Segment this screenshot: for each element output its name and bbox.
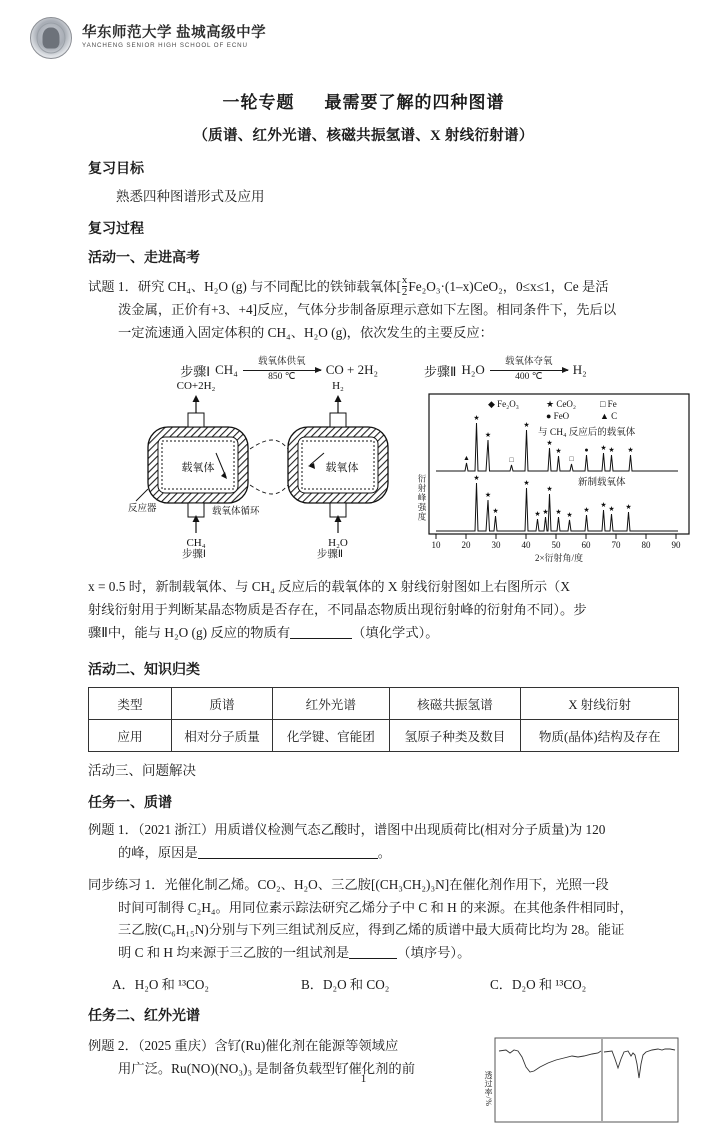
xrd-chart-figure <box>416 393 690 564</box>
svg-text:★: ★ <box>600 501 607 510</box>
reactor-label: 反应器 <box>128 504 157 515</box>
equation-1-above-arrow: 载氧体供氧 <box>257 356 306 367</box>
followup-line-1: x = 0.5 时，新制载氧体、与 CH₄ 反应后的载氧体的 X 射线衍射图如上右图所示（X <box>88 579 570 595</box>
exercise-1-choices <box>88 974 679 993</box>
svg-text:★: ★ <box>546 485 553 494</box>
svg-text:★: ★ <box>542 508 549 517</box>
choice-c[interactable]: C．D₂O 和 ¹³CO₂ <box>490 977 587 993</box>
reactor-left-bottom-label: CH₄ <box>186 537 206 550</box>
school-crest-icon <box>30 17 72 59</box>
svg-text:90: 90 <box>671 540 681 551</box>
svg-text:40: 40 <box>521 540 531 551</box>
svg-text:□: □ <box>509 456 514 465</box>
exercise-1-line-1: 同步练习 1．光催化制乙烯。CO₂、H₂O、三乙胺[(CH₃CH₂)₃N]在催化剂作用下，光照一段 <box>88 876 609 892</box>
exercise-1-text <box>88 874 679 965</box>
xrd-y-axis-label: 衍射峰强度 <box>417 474 427 522</box>
table-cell-4: 物质(晶体)结构及存在 <box>521 720 679 752</box>
followup-line-3-b: （填化学式）。 <box>352 625 439 641</box>
svg-text:★: ★ <box>473 474 480 483</box>
example-2-line-2: 用广泛。Ru(NO)(NO₃)₃ 是制备负载型钌催化剂的前 <box>118 1061 415 1077</box>
table-header-0: 类型 <box>89 688 172 720</box>
choice-a[interactable]: A．H₂O 和 ¹³CO₂ <box>112 977 209 993</box>
reactor-left-step-label: 步骤Ⅰ <box>181 549 207 561</box>
reactor-schematic-figure <box>128 380 408 561</box>
equation-2-product: H₂ <box>572 362 587 378</box>
heading-review-process: 复习过程 <box>88 222 144 237</box>
svg-text:20: 20 <box>461 540 471 551</box>
table-cell-3: 氢原子种类及数目 <box>389 720 521 752</box>
reactor-right-top-label: H₂ <box>332 380 344 393</box>
reactor-left-inner-label: 载氧体 <box>181 462 215 475</box>
svg-text:★: ★ <box>534 510 541 519</box>
page-subtitle: （质谱、红外光谱、核磁共振氢谱、X 射线衍射谱） <box>193 128 534 144</box>
answer-blank-3[interactable] <box>349 958 397 959</box>
table-cell-1: 相对分子质量 <box>172 720 273 752</box>
svg-text:● FeO: ● FeO <box>546 411 570 422</box>
equation-step-1 <box>180 357 378 384</box>
heading-activity-1: 活动一、走进高考 <box>88 251 200 266</box>
example-1-line-1: 例题 1．（2021 浙江）用质谱仪检测气态乙酸时，谱图中出现质荷比(相对分子质量)为 120 <box>88 822 606 837</box>
example-1-text <box>88 819 679 865</box>
exercise-1-line-4-a: 明 C 和 H 均来源于三乙胺的一组试剂是 <box>118 945 350 961</box>
school-header <box>0 0 727 62</box>
svg-text:★: ★ <box>608 446 615 455</box>
page-title <box>0 88 727 113</box>
question-1-followup <box>88 576 679 645</box>
page-number: 1 <box>360 1073 367 1085</box>
svg-text:30: 30 <box>491 540 501 551</box>
svg-text:10: 10 <box>431 540 441 551</box>
svg-text:80: 80 <box>641 540 651 551</box>
svg-text:70: 70 <box>611 540 621 551</box>
school-name-en: YANCHENG SENIOR HIGH SCHOOL OF ECNU <box>82 42 248 50</box>
exercise-1-line-4 <box>88 942 679 965</box>
reactor-right-step-label: 步骤Ⅱ <box>316 549 344 561</box>
equation-1-product: CO + 2H₂ <box>325 362 379 378</box>
heading-activity-2: 活动二、知识归类 <box>88 663 200 678</box>
svg-text:★: ★ <box>473 414 480 423</box>
oxygen-carrier-cycle-label: 载氧体循环 <box>212 507 260 518</box>
svg-text:60: 60 <box>581 540 591 551</box>
equation-1-step-label: 步骤Ⅰ <box>180 363 211 379</box>
equation-2-arrow <box>490 357 568 384</box>
knowledge-table <box>88 687 679 752</box>
reactor-schematic-svg <box>128 380 408 550</box>
svg-text:★: ★ <box>523 479 530 488</box>
heading-task-2: 任务二、红外光谱 <box>88 1009 200 1025</box>
svg-text:50: 50 <box>551 540 561 551</box>
svg-text:★: ★ <box>625 503 632 512</box>
equation-2-below-arrow: 400 ℃ <box>515 371 543 382</box>
xrd-x-tick-labels <box>432 540 682 550</box>
table-cell-0: 应用 <box>89 720 172 752</box>
ir-y-axis-label: 透过率/% <box>484 1071 493 1107</box>
table-header-2: 红外光谱 <box>273 688 389 720</box>
example-2-line-1: 例题 2．（2025 重庆）含钌(Ru)催化剂在能源等领域应 <box>88 1038 399 1054</box>
arrow-line-icon <box>490 370 568 371</box>
choice-b[interactable]: B．D₂O 和 CO₂ <box>301 977 390 993</box>
svg-text:★: ★ <box>583 506 590 515</box>
school-name-block <box>82 26 266 50</box>
xrd-x-axis-label: 2×衍射角/度 <box>534 553 584 564</box>
svg-text:★: ★ <box>608 505 615 514</box>
reaction-equations <box>88 357 679 384</box>
question-1-line-1: 试题 1．研究 CH₄、H₂O (g) 与不同配比的铁铈载氧体[ <box>88 279 401 295</box>
reactor-right-bottom-label: H₂O <box>328 537 348 550</box>
followup-line-3-a: 骤Ⅱ中，能与 H₂O (g) 反应的物质有 <box>88 625 291 641</box>
heading-review-goal: 复习目标 <box>88 162 144 177</box>
table-row-headers <box>89 688 679 720</box>
xrd-series-1-label: 与 CH₄ 反应后的载氧体 <box>538 428 636 439</box>
fraction-x-over-2: $\frac{x}{2}$ <box>401 274 408 298</box>
example-1-line-2-a: 的峰，原因是 <box>118 844 198 860</box>
answer-blank-1[interactable] <box>290 638 352 639</box>
svg-text:◆ Fe₂O₃: ◆ Fe₂O₃ <box>488 399 519 410</box>
svg-text:★: ★ <box>523 421 530 430</box>
title-left: 一轮专题 <box>222 93 295 112</box>
example-1-line-2 <box>88 842 679 865</box>
table-header-3: 核磁共振氢谱 <box>389 688 521 720</box>
equation-1-below-arrow: 850 ℃ <box>268 371 296 382</box>
school-name-cn: 华东师范大学 盐城高级中学 <box>82 25 267 42</box>
svg-text:★: ★ <box>555 508 562 517</box>
svg-text:★: ★ <box>546 439 553 448</box>
reactor-left-top-label: CO+2H₂ <box>176 380 216 393</box>
equation-2-above-arrow: 载氧体夺氧 <box>505 356 553 367</box>
xrd-plot-svg <box>428 393 690 551</box>
question-1-after-fraction: Fe₂O₃·(1–x)CeO₂，0≤x≤1，Ce 是活 <box>408 279 609 295</box>
table-header-4: X 射线衍射 <box>521 688 679 720</box>
svg-text:★: ★ <box>566 511 573 520</box>
svg-text:●: ● <box>584 446 589 455</box>
xrd-series-2-label: 新制载氧体 <box>578 478 626 489</box>
svg-text:▲ C: ▲ C <box>600 411 618 422</box>
exercise-1-line-4-b: （填序号）。 <box>397 945 471 961</box>
question-1-text <box>88 275 679 345</box>
svg-text:★ CeO₂: ★ CeO₂ <box>546 399 576 410</box>
reactor-right-inner-label: 载氧体 <box>325 462 359 475</box>
equation-step-2 <box>424 357 587 384</box>
svg-text:★: ★ <box>555 447 562 456</box>
exercise-1-line-2: 时间可制得 C₂H₄。用同位素示踪法研究乙烯分子中 C 和 H 的来源。在其他条件相同时， <box>118 899 633 915</box>
title-right: 最需要了解的四种图谱 <box>324 93 505 112</box>
heading-task-1: 任务一、质谱 <box>88 796 172 811</box>
review-goal-text: 熟悉四种图谱形式及应用 <box>116 189 265 204</box>
svg-text:▲: ▲ <box>463 454 470 463</box>
xrd-x-ticks <box>436 534 676 539</box>
table-row-application <box>89 720 679 752</box>
arrow-line-icon <box>243 370 321 371</box>
equation-2-reactant: H₂O <box>461 362 485 378</box>
exercise-1-line-3: 三乙胺(C₆H₁₅N)分别与下列三组试剂反应，得到乙烯的质谱中最大质荷比均为 28。能证 <box>118 922 625 938</box>
svg-text:★: ★ <box>627 446 634 455</box>
answer-blank-2[interactable] <box>198 858 378 859</box>
example-1-line-2-b: 。 <box>377 844 392 860</box>
equation-1-reactant: CH₄ <box>215 362 238 378</box>
svg-text:□: □ <box>569 455 574 464</box>
followup-line-3 <box>88 622 679 645</box>
equation-2-step-label: 步骤Ⅱ <box>424 363 457 379</box>
heading-activity-3: 活动三、问题解决 <box>88 763 196 778</box>
table-cell-2: 化学键、官能团 <box>273 720 389 752</box>
table-header-1: 质谱 <box>172 688 273 720</box>
question-1-line-2: 泼金属，正价有+3、+4]反应，气体分步制备原理示意如下左图。相同条件下，先后以 <box>118 301 617 317</box>
followup-line-2: 射线衍射用于判断某晶态物质是否存在，不同晶态物质出现衍射峰的衍射角不同）。步 <box>88 602 587 618</box>
svg-text:★: ★ <box>492 507 499 516</box>
svg-text:★: ★ <box>484 431 492 440</box>
svg-text:★: ★ <box>600 444 607 453</box>
question-1-line-3: 一定流速通入固定体积的 CH₄、H₂O (g)，依次发生的主要反应： <box>118 324 493 340</box>
equation-1-arrow <box>243 357 321 384</box>
figures-row <box>88 380 681 564</box>
svg-text:★: ★ <box>484 491 492 500</box>
svg-text:□ Fe: □ Fe <box>600 399 617 410</box>
